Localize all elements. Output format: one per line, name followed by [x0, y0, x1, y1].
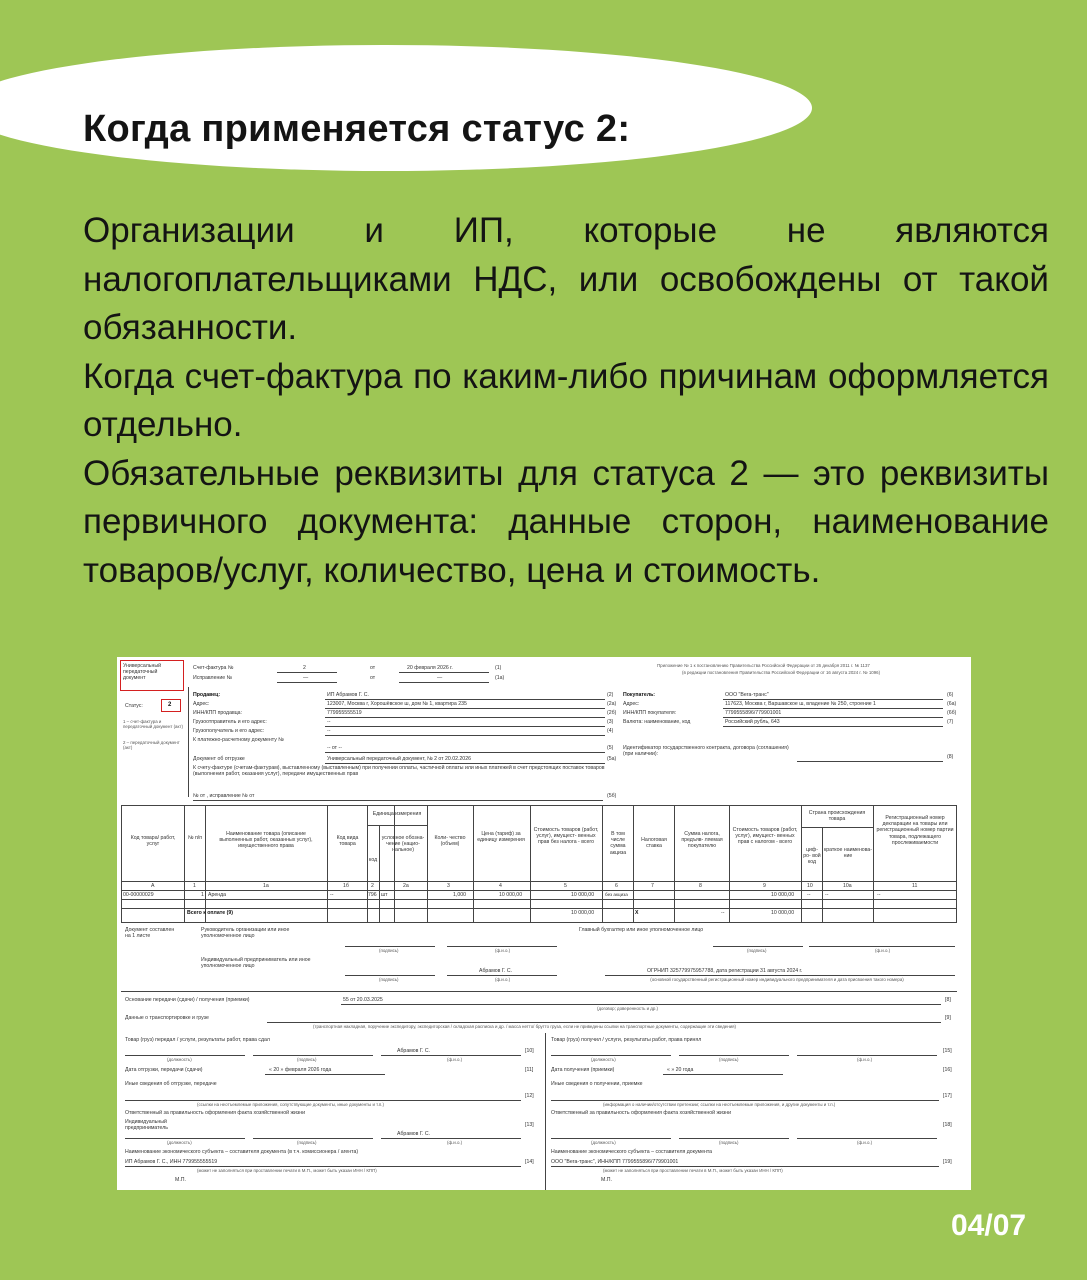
basis-value: 55 от 20.03.2025 [343, 997, 383, 1003]
sf-from: от [370, 665, 376, 671]
col-letter-4: 4 [499, 883, 502, 889]
row-price: 10 000,00 [499, 892, 523, 898]
consignee-value: -- [327, 728, 331, 734]
right-resp-fio-hint: (ф.и.о.) [857, 1140, 873, 1145]
total-sum: 10 000,00 [771, 910, 795, 916]
ship-other-label: Иные сведения об отгрузке, передаче [125, 1081, 217, 1087]
buyer-inn: 7799555896/779901001 [725, 710, 782, 716]
ip-label: Индивидуальный предприниматель или иное уполномоченное лицо [201, 957, 311, 970]
head-label: Руководитель организации или иное уполномоченное лицо [201, 927, 290, 940]
advance-code: (5б) [607, 793, 617, 799]
seller-address-label: Адрес: [193, 701, 210, 707]
th-unit-name: условное обозна- чение (нацио- нальное) [381, 835, 425, 854]
right-entity-label: Наименование экономического субъекта – составителя документа [551, 1149, 713, 1155]
fix-from: от [370, 675, 376, 681]
head-sign-hint: (подпись) [379, 948, 399, 953]
row-cost-tax: 10 000,00 [771, 892, 795, 898]
row-num: 1 [201, 892, 204, 898]
shipdoc-label: Документ об отгрузке [193, 756, 245, 762]
fix-number: — [303, 675, 309, 681]
col-letter-11: 11 [912, 883, 918, 889]
ogrnip-hint: (основной государственный регистрационный номер индивидуального предпринимателя и дата присвоения такого номера) [650, 977, 904, 982]
goods-table [121, 805, 957, 923]
total-tax: -- [721, 910, 725, 916]
shipper-label: Грузоотправитель и его адрес: [193, 719, 267, 725]
handed-position-hint: (должность) [167, 1057, 192, 1062]
total-cost: 10 000,00 [571, 910, 595, 916]
row-name: Аренда [208, 892, 227, 898]
th-qty: Коли- чество (объем) [434, 835, 466, 848]
ship-date-label: Дата отгрузки, передачи (сдачи) [125, 1067, 203, 1073]
left-entity-code: [14] [525, 1159, 534, 1165]
ship-other-hint: (ссылки на неотъемлемые приложения, сопутствующие документы, иные документы и т.п.) [197, 1102, 384, 1107]
seller-inn: 779955555519 [327, 710, 362, 716]
body-text [83, 207, 1049, 595]
col-letter-1a: 1а [263, 883, 269, 889]
buyer-address-label: Адрес: [623, 701, 640, 707]
th-price: Цена (тариф) за единицу измерения [477, 831, 525, 844]
handed-label: Товар (груз) передал / услуги, результаты работ, права сдал [125, 1037, 270, 1043]
seller-address-code: (2а) [607, 701, 617, 707]
basis-hint: (договор; доверенность и др.) [597, 1006, 658, 1011]
fix-label: Исправление № [193, 675, 233, 681]
recv-other-hint: (информация о наличии/отсутствии претензии; ссылки на неотъемлемые приложения, и другие документы и т.п.) [603, 1102, 836, 1107]
upd-label: Универсальный передаточный документ [123, 663, 161, 682]
col-letter-1b: 1б [343, 883, 349, 889]
seller-inn-code: (2б) [607, 710, 617, 716]
row-code: 00-00000029 [123, 892, 154, 898]
th-tax: Сумма налога, предъяв- ляемая покупателю [681, 831, 723, 850]
th-country-name: краткое наименова- ние [824, 847, 872, 860]
left-resp-sign-hint: (подпись) [297, 1140, 317, 1145]
sf-date: 20 февраля 2026 г. [407, 665, 453, 671]
row-unit-code: 796 [368, 892, 377, 898]
accountant-label: Главный бухгалтер или иное уполномоченное лицо [579, 927, 704, 933]
th-unit-code: код [369, 857, 378, 863]
basis-code: [8] [945, 997, 951, 1003]
row-unit-name: шт [381, 892, 388, 898]
col-letter-10a: 10а [843, 883, 852, 889]
upd-document-scan [117, 657, 971, 1190]
th-unit-group: Единица измерения [372, 811, 422, 817]
row-qty: 1,000 [453, 892, 466, 898]
th-name: Наименование товара (описание выполненных работ, оказанных услуг), имущественного права [219, 831, 313, 850]
right-entity-hint: (может не заполняться при проставлении печати в М.П., может быть указан ИНН / КПП) [603, 1168, 783, 1173]
col-letter-a: А [151, 883, 155, 889]
basis-label: Основание передачи (сдачи) / получения (приемки) [125, 997, 250, 1003]
handed-fio-hint: (ф.и.о.) [447, 1057, 463, 1062]
row-excise: без акциза [605, 892, 628, 897]
head-fio-hint: (ф.и.о.) [495, 948, 511, 953]
consignee-code: (4) [607, 728, 614, 734]
left-resp-fio-hint: (ф.и.о.) [447, 1140, 463, 1145]
th-rate: Налоговая ставка [641, 837, 667, 850]
buyer-code: (6) [947, 692, 954, 698]
recv-other-label: Иные сведения о получении, приемке [551, 1081, 643, 1087]
left-responsible-name: Абрамов Г. С. [397, 1131, 431, 1137]
th-country-group: Страна происхождения товара [808, 810, 866, 823]
paragraph-1: Организации и ИП, которые не являются налогоплательщиками НДС, или освобождены от такой обязанности. [83, 211, 1049, 347]
row-decl: -- [877, 892, 881, 898]
received-fio-hint: (ф.и.о.) [857, 1057, 873, 1062]
advance-note: К счету-фактуре (счетам-фактурам), выставленному (выставленным) при получении оплаты, частичной оплаты или иных платежей в счет предстоящих поставок товаров (выполнения работ, оказания услуг), передачи имущественных прав [193, 765, 605, 778]
col-letter-8: 8 [699, 883, 702, 889]
recv-date-label: Дата получения (приемки) [551, 1067, 615, 1073]
buyer-inn-label: ИНН/КПП покупателя: [623, 710, 677, 716]
right-entity-value: ООО "Вега-транс", ИНН/КПП 7799555896/779901001 [551, 1159, 679, 1165]
col-letter-10: 10 [807, 883, 813, 889]
shipdoc-code: (5а) [607, 756, 617, 762]
payment-code: (5) [607, 745, 614, 751]
shipper-code: (3) [607, 719, 614, 725]
right-mp: М.П. [601, 1177, 612, 1183]
received-label: Товар (груз) получил / услуги, результаты работ, права принял [551, 1037, 702, 1043]
left-resp-position-hint: (должность) [167, 1140, 192, 1145]
buyer-address-code: (6а) [947, 701, 957, 707]
shipper-value: -- [327, 719, 331, 725]
page-title: Когда применяется статус 2: [83, 108, 631, 150]
buyer-address: 117623, Москва г, Варшавское ш, владение № 250, строение 1 [725, 701, 876, 707]
total-label: Всего к оплате (9) [187, 910, 233, 916]
received-position-hint: (должность) [591, 1057, 616, 1062]
col-letter-1: 1 [193, 883, 196, 889]
paragraph-3: Обязательные реквизиты для статуса 2 — это реквизиты первичного документа: данные сторон, наименование товаров/услуг, количество, цена и стоимость. [83, 453, 1049, 590]
row-country-name: -- [825, 892, 829, 898]
received-code: [15] [943, 1048, 952, 1054]
handed-code: [10] [525, 1048, 534, 1054]
seller-label: Продавец: [193, 692, 221, 698]
acc-fio-hint: (ф.и.о.) [875, 948, 891, 953]
col-letter-2a: 2а [403, 883, 409, 889]
left-mp: М.П. [175, 1177, 186, 1183]
page-number: 04/07 [951, 1209, 1027, 1242]
row-kind: -- [330, 892, 334, 898]
ship-date-code: [11] [525, 1067, 534, 1073]
th-kind: Код вида товара [336, 835, 359, 848]
buyer-value: ООО "Вега-транс" [725, 692, 769, 698]
seller-code: (2) [607, 692, 614, 698]
col-letter-9: 9 [763, 883, 766, 889]
left-entity-label: Наименование экономического субъекта – составителя документа (в т.ч. комиссионера / агента) [125, 1149, 359, 1155]
left-responsible-position: Индивидуальный предприниматель [125, 1119, 168, 1132]
transport-label: Данные о транспортировке и грузе [125, 1015, 209, 1021]
right-resp-position-hint: (должность) [591, 1140, 616, 1145]
doc-pages: Документ составлен на 1 листе [125, 927, 175, 940]
col-letter-2: 2 [371, 883, 374, 889]
handed-sign-hint: (подпись) [297, 1057, 317, 1062]
th-cost-tax: Стоимость товаров (работ, услуг), имущест- венных прав с налогом - всего [732, 827, 798, 846]
buyer-inn-code: (6б) [947, 710, 957, 716]
left-entity-hint: (может не заполняться при проставлении печати в М.П., может быть указан ИНН / КПП) [197, 1168, 377, 1173]
buyer-label: Покупатель: [623, 692, 656, 698]
payment-value: -- от -- [327, 745, 342, 751]
currency-value: Российский рубль, 643 [725, 719, 780, 725]
currency-label: Валюта: наименование, код [623, 719, 691, 725]
th-code: Код товара/ работ, услуг [130, 835, 176, 848]
seller-address: 123007, Москва г, Хорошёвское ш, дом № 1, квартира 235 [327, 701, 467, 707]
sf-label: Счет-фактура № [193, 665, 234, 671]
recv-other-code: [17] [943, 1093, 952, 1099]
status-label: Статус: [125, 703, 143, 709]
payment-label: К платежно-расчетному документу № [193, 737, 284, 743]
recv-date-code: [16] [943, 1067, 952, 1073]
fix-date: — [437, 675, 443, 681]
appendix-note-2: (в редакции постановления Правительства Российской Федерации от 16 августа 2024 г. № 1096) [682, 670, 881, 675]
left-responsible-label: Ответственный за правильность оформления факта хозяйственной жизни [125, 1110, 306, 1116]
right-entity-code: [19] [943, 1159, 952, 1165]
received-sign-hint: (подпись) [719, 1057, 739, 1062]
th-decl: Регистрационный номер декларации на товары или регистрационный номер партии товара, подлежащего прослеживаемости [876, 815, 954, 846]
transport-code: [9] [945, 1015, 951, 1021]
ship-other-code: [12] [525, 1093, 534, 1099]
ogrnip: ОГРНИП 325779975957788, дата регистрации 31 августа 2024 г. [647, 968, 803, 974]
seller-value: ИП Абрамов Г. С. [327, 692, 369, 698]
left-responsible-code: [13] [525, 1122, 534, 1128]
status-note-2: 2 – передаточный документ (акт) [123, 740, 180, 751]
seller-inn-label: ИНН/КПП продавца: [193, 710, 243, 716]
ip-fio-hint: (ф.и.о.) [495, 977, 511, 982]
row-cost-no-tax: 10 000,00 [571, 892, 595, 898]
right-responsible-label: Ответственный за правильность оформления факта хозяйственной жизни [551, 1110, 732, 1116]
handed-name: Абрамов Г. С. [397, 1048, 431, 1054]
shipdoc-value: Универсальный передаточный документ, № 2 от 20.02.2026 [327, 756, 471, 762]
col-letter-3: 3 [447, 883, 450, 889]
acc-sign-hint: (подпись) [747, 948, 767, 953]
left-entity-value: ИП Абрамов Г. С., ИНН 779955555519 [125, 1159, 218, 1165]
col-letter-6: 6 [615, 883, 618, 889]
th-cost-no-tax: Стоимость товаров (работ, услуг), имущест- венных прав без налога - всего [533, 827, 599, 846]
sf-code: (1) [495, 665, 502, 671]
th-country-code: циф- ро- вой код [803, 847, 821, 866]
sf-number: 2 [303, 665, 306, 671]
recv-date-value: « » 20 года [667, 1067, 694, 1073]
th-num: № п/п [187, 835, 203, 841]
contract-code: (8) [947, 754, 954, 760]
currency-code: (7) [947, 719, 954, 725]
status-note-1: 1 – счет-фактура и передаточный документ (акт) [123, 719, 183, 730]
right-resp-sign-hint: (подпись) [719, 1140, 739, 1145]
ship-date-value: « 20 » февраля 2026 года [269, 1067, 332, 1073]
status-value: 2 [168, 702, 172, 708]
appendix-note: Приложение № 1 к постановлению Правительства Российской Федерации от 26 декабря 2011 г. № 1137 [657, 663, 870, 668]
ip-name: Абрамов Г. С. [479, 968, 513, 974]
col-letter-5: 5 [564, 883, 567, 889]
contract-label: Идентификатор государственного контракта, договора (соглашения) (при наличии): [623, 745, 789, 758]
ip-sign-hint: (подпись) [379, 977, 399, 982]
row-country-code: -- [807, 892, 811, 898]
col-letter-7: 7 [651, 883, 654, 889]
th-excise: В том числе сумма акциза [609, 831, 627, 856]
right-responsible-code: [18] [943, 1122, 952, 1128]
advance-num: № от , исправление № от [193, 793, 255, 799]
paragraph-2: Когда счет-фактура по каким-либо причинам оформляется отдельно. [83, 356, 1049, 444]
consignee-label: Грузополучатель и его адрес: [193, 728, 265, 734]
total-x: Х [635, 910, 639, 916]
transport-hint: (транспортная накладная, поручение экспедитору, экспедиторская / складская расписка и др. / масса нетто/ брутто груза, если не приведены ссылки на транспортные документы, содержащие эти сведения) [313, 1024, 736, 1029]
fix-code: (1а) [495, 675, 505, 681]
